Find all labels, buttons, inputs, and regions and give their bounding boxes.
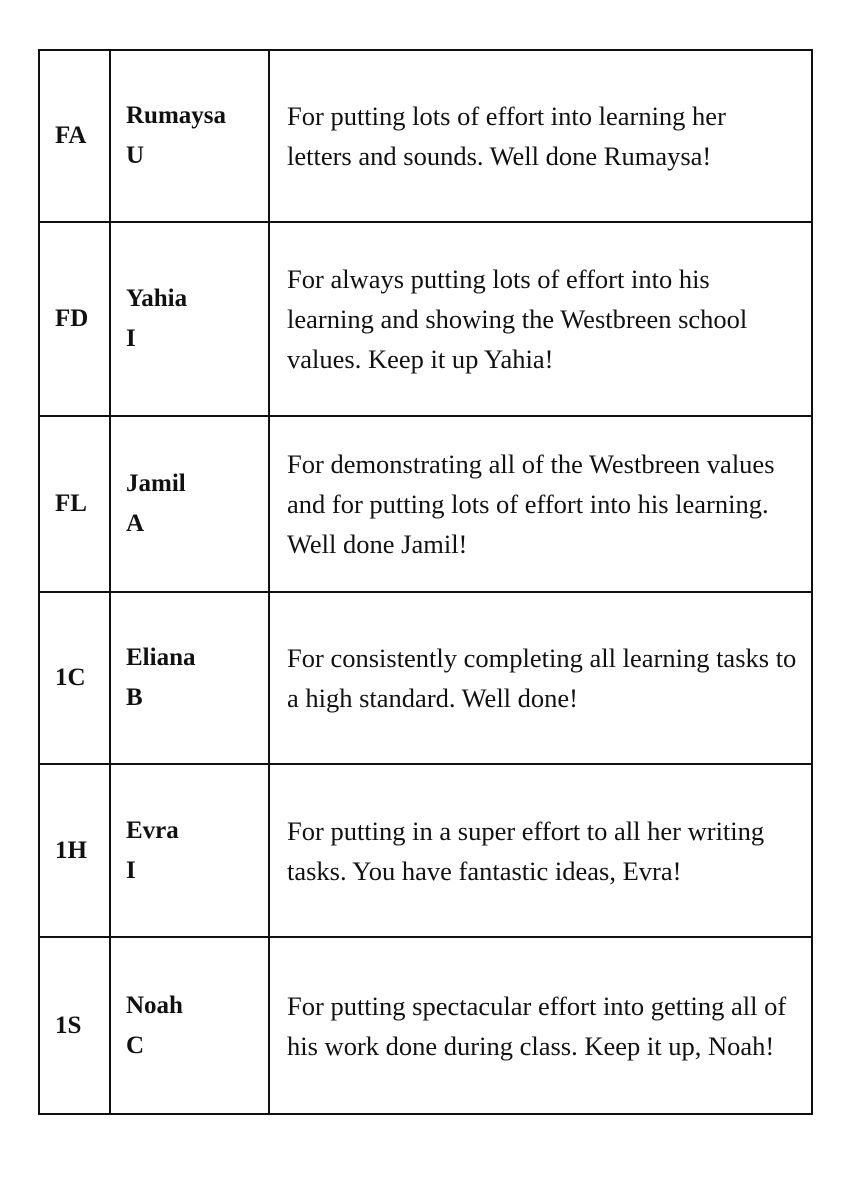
pupil-initial: C bbox=[126, 1031, 145, 1059]
pupil-initial: I bbox=[126, 856, 136, 884]
pupil-name-cell bbox=[110, 416, 269, 592]
pupil-first-name: Noah bbox=[126, 991, 183, 1019]
pupil-first-name: Eliana bbox=[126, 644, 196, 671]
class-cell: FA bbox=[39, 50, 110, 222]
table-row bbox=[39, 764, 812, 937]
pupil-name-cell bbox=[110, 592, 269, 764]
class-cell: 1H bbox=[39, 764, 110, 937]
pupil-first-name: Yahia bbox=[126, 285, 188, 312]
pupil-name-cell bbox=[110, 937, 269, 1114]
pupil-first-name: Jamil bbox=[126, 470, 186, 497]
award-reason-cell: For putting spectacular effort into getting all of his work done during class. Keep it up, Noah! bbox=[269, 937, 812, 1114]
pupil-first-name: Evra bbox=[126, 816, 179, 844]
table-row bbox=[39, 592, 812, 764]
award-reason-cell: For consistently completing all learning tasks to a high standard. Well done! bbox=[269, 592, 812, 764]
pupil-name-cell bbox=[110, 764, 269, 937]
awards-table bbox=[38, 49, 813, 1115]
pupil-name-cell bbox=[110, 50, 269, 222]
table-row bbox=[39, 416, 812, 592]
class-cell: 1S bbox=[39, 937, 110, 1114]
award-reason-cell: For always putting lots of effort into his learning and showing the Westbreen school values. Keep it up Yahia! bbox=[269, 222, 812, 416]
pupil-name-cell bbox=[110, 222, 269, 416]
table-row bbox=[39, 937, 812, 1114]
award-reason-cell: For demonstrating all of the Westbreen values and for putting lots of effort into his learning. Well done Jamil! bbox=[269, 416, 812, 592]
class-cell: FD bbox=[39, 222, 110, 416]
award-reason-cell: For putting in a super effort to all her writing tasks. You have fantastic ideas, Evra! bbox=[269, 764, 812, 937]
table-row bbox=[39, 222, 812, 416]
class-cell: 1C bbox=[39, 592, 110, 764]
pupil-first-name: Rumaysa bbox=[126, 102, 227, 129]
pupil-initial: A bbox=[126, 510, 145, 537]
pupil-initial: B bbox=[126, 684, 143, 711]
award-reason-cell: For putting lots of effort into learning her letters and sounds. Well done Rumaysa! bbox=[269, 50, 812, 222]
pupil-initial: U bbox=[126, 142, 145, 169]
class-cell: FL bbox=[39, 416, 110, 592]
pupil-initial: I bbox=[126, 325, 136, 352]
table-row bbox=[39, 50, 812, 222]
